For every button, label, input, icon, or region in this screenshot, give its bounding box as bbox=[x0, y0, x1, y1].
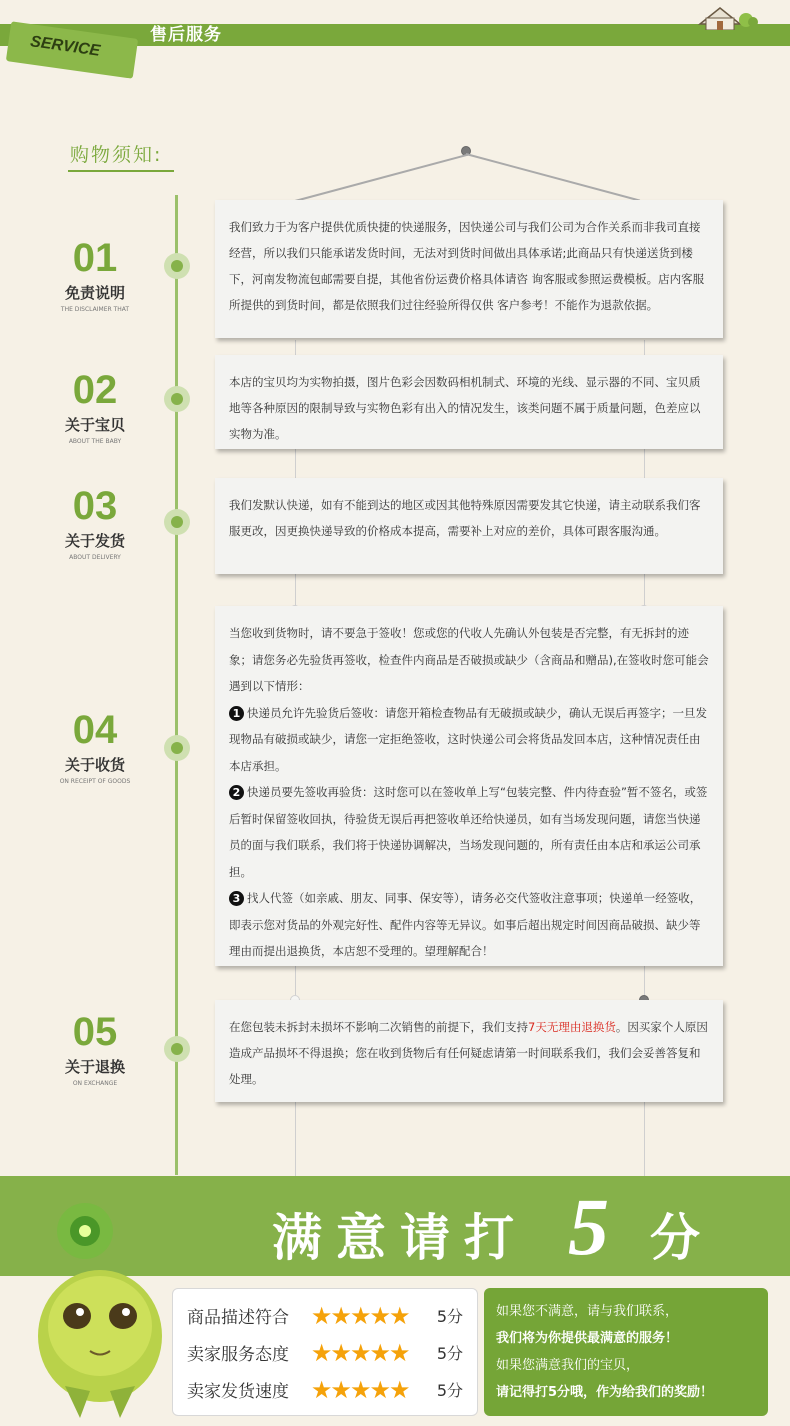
section-title: 免责说明 bbox=[64, 284, 125, 302]
timeline-dot bbox=[164, 735, 190, 761]
receipt-item-text: 快递员允许先验货后签收：请您开箱检查物品有无破损或缺少，确认无误后再签字；一旦发现物品有破损或缺少，请您一定拒绝签收，这时快递公司会将货品发回本店，这种情况责任由本店承担。 bbox=[229, 705, 707, 773]
card-exchange bbox=[215, 1000, 723, 1102]
section-title: 关于退换 bbox=[64, 1058, 125, 1076]
timeline-dot bbox=[164, 386, 190, 412]
section-label-04 bbox=[40, 710, 150, 785]
card-about-baby bbox=[215, 355, 723, 449]
card-text: 本店的宝贝均为实物拍摄，图片色彩会因数码相机制式、环境的光线、显示器的不同、宝贝质地等各种原因的限制导致与实物色彩有出入的情况发生，该类问题不属于质量问题，色差应以实物为准。 bbox=[229, 375, 701, 441]
card-text: 在您包装未拆封未损坏不影响二次销售的前提下，我们支持 bbox=[229, 1020, 528, 1034]
section-number: 04 bbox=[72, 708, 118, 752]
number-badge-icon: 1 bbox=[229, 706, 244, 721]
receipt-item-text: 快递员要先签收再验货：这时您可以在签收单上写“包装完整、件内待查验”暂不签名，或签后暂时保留签收回执，待验货无误后再把签收单还给快递员，如有当场发现问题，请您当快递员的面与我们联系，我们将于快递协调解决，当场发现问题的，所有责任由本店和承运公司承担。 bbox=[229, 785, 708, 879]
message-line-bold: 请记得打5分哦，作为给我们的奖励！ bbox=[496, 1385, 714, 1400]
rating-score: 5分 bbox=[436, 1344, 464, 1363]
receipt-item bbox=[229, 885, 709, 965]
card-text: 我们发默认快递，如有不能到达的地区或因其他特殊原因需要发其它快递，请主动联系我们客服更改，因更换快递导致的价格成本提高，需要补上对应的差价，具体可跟客服沟通。 bbox=[229, 498, 701, 538]
satisfaction-message bbox=[484, 1288, 768, 1416]
section-title: 关于宝贝 bbox=[64, 416, 125, 434]
section-number: 02 bbox=[72, 368, 118, 412]
card-disclaimer bbox=[215, 200, 723, 338]
section-label-05 bbox=[40, 1012, 150, 1087]
section-label-02 bbox=[40, 370, 150, 445]
hanger-string bbox=[466, 153, 640, 202]
highlight-text: 7天无理由退换货 bbox=[528, 1020, 616, 1034]
section-label-03 bbox=[40, 486, 150, 561]
notice-heading: 购物须知: bbox=[70, 144, 163, 166]
timeline-dot bbox=[164, 1036, 190, 1062]
rating-label: 卖家发货速度 bbox=[187, 1382, 289, 1402]
message-line: 如果您满意我们的宝贝， bbox=[496, 1358, 640, 1373]
section-subtitle: ABOUT DELIVERY bbox=[69, 554, 121, 561]
star-rating-icon[interactable]: ★★★★★ bbox=[310, 1375, 409, 1404]
rating-row bbox=[187, 1334, 463, 1371]
message-line-bold: 我们将为你提供最满意的服务！ bbox=[496, 1331, 679, 1346]
star-rating-icon[interactable]: ★★★★★ bbox=[310, 1301, 409, 1330]
message-line: 如果您不满意，请与我们联系， bbox=[496, 1304, 679, 1319]
heading-underline bbox=[68, 170, 174, 172]
section-number: 03 bbox=[72, 484, 118, 528]
timeline-dot bbox=[164, 253, 190, 279]
rating-unit: 分 bbox=[650, 1208, 700, 1267]
section-number: 05 bbox=[72, 1010, 118, 1054]
mascot-icon bbox=[25, 1186, 175, 1421]
receipt-item-text: 找人代签（如亲戚、朋友、同事、保安等），请务必交代签收注意事项；快递单一经签收，即表示您对货品的外观完好性、配件内容等无异议。如事后超出规定时间因商品破损、缺少等理由而提出退换货，本店恕不受理的。望理解配合！ bbox=[229, 891, 702, 958]
receipt-item bbox=[229, 700, 709, 780]
page-title: 售后服务 bbox=[150, 25, 222, 45]
timeline-dot bbox=[164, 509, 190, 535]
section-number: 01 bbox=[72, 236, 118, 280]
section-subtitle: ON RECEIPT OF GOODS bbox=[59, 778, 131, 785]
card-intro: 当您收到货物时，请不要急于签收！您或您的代收人先确认外包装是否完整，有无拆封的迹象；请您务必先验货再签收，检查件内商品是否破损或缺少（含商品和赠品),在签收时您可能会遇到以下情形： bbox=[229, 626, 709, 693]
rating-score: 5分 bbox=[436, 1307, 464, 1326]
rating-headline: 满意请打 bbox=[272, 1208, 528, 1267]
receipt-item bbox=[229, 779, 709, 885]
section-title: 关于收货 bbox=[64, 756, 125, 774]
hanger-string bbox=[295, 153, 469, 202]
section-label-01 bbox=[40, 238, 150, 313]
rating-box bbox=[172, 1288, 478, 1416]
number-badge-icon: 3 bbox=[229, 891, 244, 906]
card-text: 。因买家个人原因造成产品损坏不得退换；您在收到货物后有任何疑虑请第一时间联系我们，我们会妥善答复和处理。 bbox=[229, 1020, 708, 1086]
rating-label: 卖家服务态度 bbox=[187, 1345, 289, 1365]
rating-big-number: 5 bbox=[568, 1181, 609, 1272]
timeline-line bbox=[175, 195, 178, 1175]
star-rating-icon[interactable]: ★★★★★ bbox=[310, 1338, 409, 1367]
section-subtitle: ABOUT THE BABY bbox=[68, 438, 122, 445]
section-subtitle: THE DISCLAIMER THAT bbox=[60, 306, 130, 313]
rating-row bbox=[187, 1371, 463, 1408]
rating-label: 商品描述符合 bbox=[187, 1308, 289, 1328]
house-icon bbox=[690, 2, 760, 30]
rating-score: 5分 bbox=[436, 1381, 464, 1400]
rating-row bbox=[187, 1297, 463, 1334]
number-badge-icon: 2 bbox=[229, 785, 244, 800]
section-subtitle: ON EXCHANGE bbox=[72, 1080, 118, 1087]
service-label: SERVICE bbox=[29, 33, 102, 60]
section-title: 关于发货 bbox=[64, 532, 125, 550]
card-text: 我们致力于为客户提供优质快捷的快递服务，因快递公司与我们公司为合作关系而非我司直接经营，所以我们只能承诺发货时间，无法对到货时间做出具体承诺;此商品只有快递送货到楼下，河南发物流包邮需要自提，其他省份运费价格具体请咨 询客服或参照运费模板。店内客服所提供的到货时间，都是依照我们过往经验所得仅供 客户参考！不能作为退款依据。 bbox=[229, 220, 705, 312]
card-receipt bbox=[215, 606, 723, 966]
card-about-delivery bbox=[215, 478, 723, 574]
